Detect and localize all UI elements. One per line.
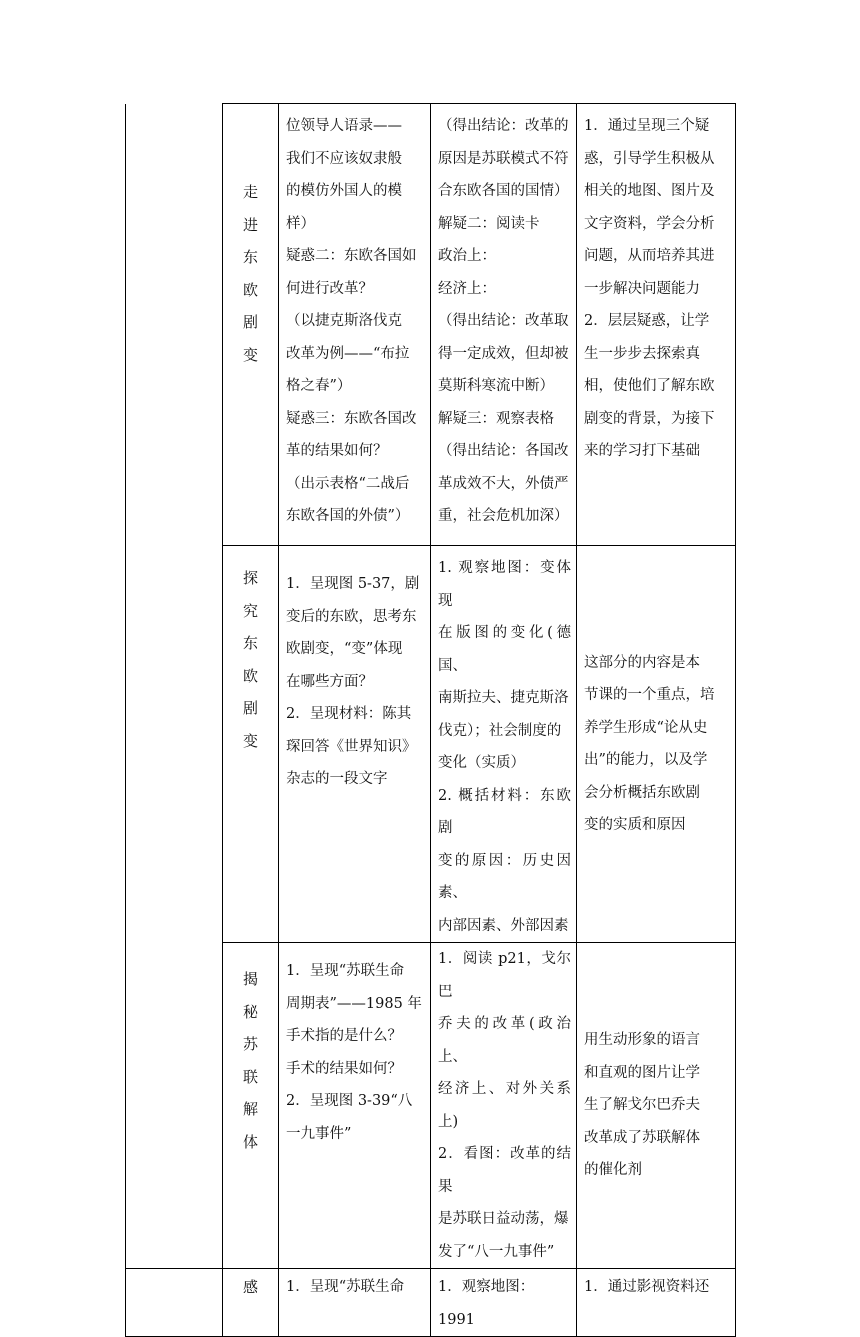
cell-line: 养学生形成“论从史 <box>584 719 708 736</box>
stage-char: 体 <box>242 1132 258 1151</box>
cell-line: 经济上、对外关系上) <box>438 1081 571 1130</box>
lesson-plan-table <box>125 103 736 1337</box>
cell-line: 琛回答《世界知识》 <box>286 738 417 755</box>
cell-line: 生一步步去探索真 <box>584 345 700 362</box>
cell-line: 用生动形象的语言 <box>584 1032 700 1049</box>
cell-line: 欧剧变，“变”体现 <box>286 641 403 657</box>
section-cell-empty <box>126 104 223 1269</box>
stage-cell <box>223 546 279 943</box>
stage-char: 剧 <box>242 313 258 331</box>
stage-char: 感 <box>242 1278 258 1296</box>
stage-char: 揭 <box>242 970 258 988</box>
teacher-activity-cell <box>279 546 431 943</box>
cell-line: 1. 观察地图：变体现 <box>438 560 571 609</box>
design-intent-cell <box>577 546 736 943</box>
stage-cell <box>223 1269 279 1337</box>
cell-line: 我们不应该奴隶般 <box>286 150 402 167</box>
cell-line: 格之春”） <box>286 378 352 394</box>
cell-line: 1．阅读 p21，戈尔巴 <box>438 951 571 1000</box>
cell-line: 是苏联日益动荡，爆 <box>438 1211 569 1227</box>
cell-line: 变的实质和原因 <box>584 817 686 833</box>
cell-line: （以捷克斯洛伐克 <box>286 313 402 329</box>
cell-line: 节课的一个重点，培 <box>584 687 715 703</box>
stage-char: 走 <box>242 183 258 201</box>
cell-line: 解疑三：观察表格 <box>438 410 554 427</box>
student-activity-cell <box>431 546 577 943</box>
student-activity-cell <box>431 943 577 1269</box>
cell-line: 文字资料，学会分析 <box>584 215 715 232</box>
cell-line: 1．通过影视资料还 <box>584 1279 710 1295</box>
cell-line: 2. 概括材料：东欧剧 <box>438 787 571 836</box>
cell-line: 革成效不大，外债严 <box>438 475 569 492</box>
cell-line: 和直观的图片让学 <box>584 1064 700 1081</box>
cell-line: 改革成了苏联解体 <box>584 1129 700 1146</box>
cell-line: 的催化剂 <box>584 1162 642 1179</box>
cell-line: 原因是苏联模式不符 <box>438 150 569 167</box>
stage-cell <box>223 104 279 546</box>
cell-line: 变后的东欧，思考东 <box>286 608 417 625</box>
cell-line: 样） <box>286 215 315 232</box>
stage-char: 东 <box>242 634 258 652</box>
cell-line: 的模仿外国人的模 <box>286 183 402 199</box>
cell-line: 经济上： <box>438 280 496 297</box>
cell-line: 2．层层疑惑，让学 <box>584 313 710 329</box>
stage-char: 探 <box>242 569 258 587</box>
cell-line: 一九事件” <box>286 1125 352 1142</box>
teacher-activity-cell <box>279 104 431 546</box>
stage-char: 秘 <box>242 1002 258 1021</box>
stage-char: 苏 <box>242 1035 258 1053</box>
cell-line: 1．呈现“苏联生命 <box>286 963 405 979</box>
stage-char: 欧 <box>242 280 258 299</box>
cell-line: 变的原因：历史因素、 <box>438 852 571 901</box>
cell-line: 剧变的背景，为接下 <box>584 410 715 427</box>
cell-line: （得出结论：改革的 <box>438 118 569 134</box>
cell-line: 会分析概括东欧剧 <box>584 784 700 801</box>
cell-line: 生了解戈尔巴乔夫 <box>584 1097 700 1114</box>
cell-line: 伐克）；社会制度的 <box>438 722 562 739</box>
table-row <box>126 104 736 546</box>
stage-char: 剧 <box>242 699 258 717</box>
student-activity-cell <box>431 1269 577 1337</box>
teacher-activity-cell <box>279 943 431 1269</box>
cell-line: 1．通过呈现三个疑 <box>584 118 710 134</box>
cell-line: （得出结论：各国改 <box>438 443 569 459</box>
cell-line: 来的学习打下基础 <box>584 443 700 459</box>
cell-line: 2．呈现材料：陈其 <box>286 706 412 722</box>
cell-line: 疑惑三：东欧各国改 <box>286 410 417 427</box>
cell-line: 杂志的一段文字 <box>286 771 388 787</box>
cell-line: 何进行改革？ <box>286 280 373 297</box>
cell-line: 1．观察地图：1991 <box>438 1279 535 1328</box>
cell-line: 改革为例——“布拉 <box>286 345 410 362</box>
cell-line: 南斯拉夫、捷克斯洛 <box>438 690 569 706</box>
student-activity-cell <box>431 104 577 546</box>
cell-line: 手术的结果如何？ <box>286 1060 402 1077</box>
cell-line: 1．呈现“苏联生命 <box>286 1279 405 1295</box>
cell-line: 在哪些方面？ <box>286 673 373 690</box>
stage-char: 联 <box>242 1067 258 1086</box>
cell-line: 疑惑二：东欧各国如 <box>286 248 417 264</box>
stage-cell <box>223 943 279 1269</box>
cell-line: （出示表格“二战后 <box>286 475 410 492</box>
design-intent-cell <box>577 943 736 1269</box>
cell-line: 合东欧各国的国情） <box>438 183 569 199</box>
cell-line: 这部分的内容是本 <box>584 654 700 671</box>
stage-char: 欧 <box>242 666 258 685</box>
cell-line: 出”的能力，以及学 <box>584 752 708 768</box>
cell-line: （得出结论：改革取 <box>438 313 569 329</box>
cell-line: 得一定成效，但却被 <box>438 345 569 362</box>
cell-line: 解疑二：阅读卡 <box>438 215 540 232</box>
cell-line: 手术指的是什么？ <box>286 1028 402 1044</box>
cell-line: 政治上： <box>438 248 496 264</box>
stage-char: 解 <box>242 1100 258 1118</box>
stage-char: 究 <box>242 601 258 620</box>
design-intent-cell <box>577 1269 736 1337</box>
stage-char: 变 <box>242 731 258 750</box>
cell-line: 问题，从而培养其进 <box>584 248 715 264</box>
cell-line: 2．看图：改革的结果 <box>438 1146 571 1195</box>
cell-line: 相，使他们了解东欧 <box>584 378 715 394</box>
stage-char: 东 <box>242 248 258 266</box>
cell-line: 周期表”——1985 年 <box>286 995 422 1012</box>
cell-line: 2．呈现图 3-39“八 <box>286 1093 413 1109</box>
cell-line: 位领导人语录—— <box>286 118 402 134</box>
cell-line: 乔夫的改革(政治上、 <box>438 1016 571 1065</box>
cell-line: 重，社会危机加深） <box>438 508 569 524</box>
cell-line: 发了“八一九事件” <box>438 1243 555 1260</box>
section-cell-empty <box>126 1269 223 1337</box>
cell-line: 莫斯科寒流中断） <box>438 378 554 394</box>
cell-line: 1．呈现图 5-37，剧 <box>286 576 420 592</box>
table-row <box>126 1269 736 1337</box>
cell-line: 变化（实质） <box>438 755 525 771</box>
cell-line: 革的结果如何？ <box>286 443 388 459</box>
stage-char: 进 <box>242 215 258 234</box>
cell-line: 惑，引导学生积极从 <box>584 150 715 167</box>
cell-line: 东欧各国的外债”） <box>286 508 410 524</box>
cell-line: 内部因素、外部因素 <box>438 917 569 934</box>
stage-char: 变 <box>242 345 258 364</box>
cell-line: 一步解决问题能力 <box>584 280 700 297</box>
design-intent-cell <box>577 104 736 546</box>
cell-line: 在版图的变化(德国、 <box>438 625 571 674</box>
cell-line: 相关的地图、图片及 <box>584 183 715 199</box>
teacher-activity-cell <box>279 1269 431 1337</box>
